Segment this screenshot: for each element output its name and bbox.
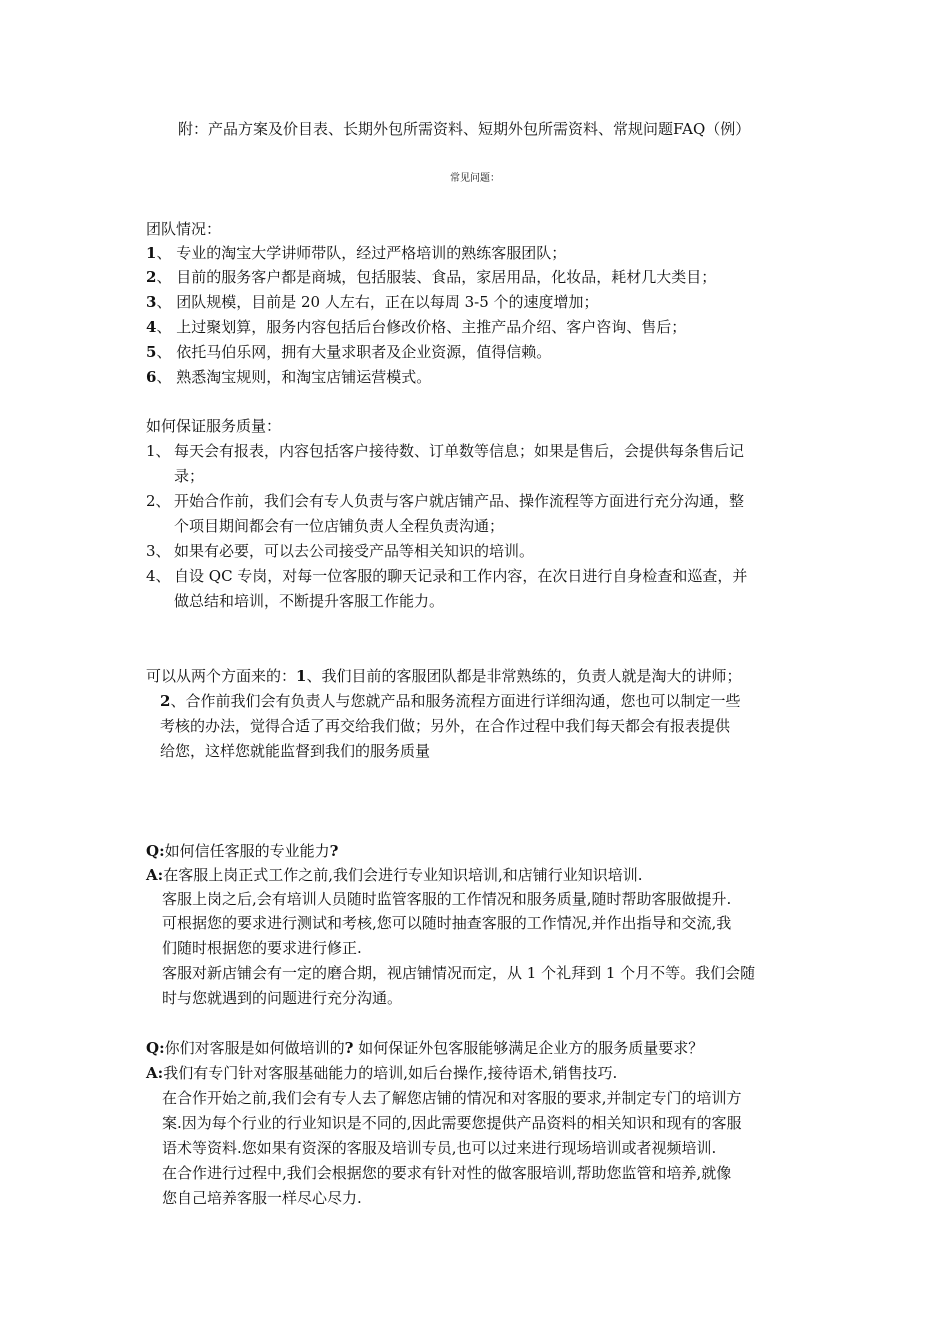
question-mark: ?: [329, 842, 339, 860]
team-item-number: 2: [146, 268, 157, 286]
summary-line-4: 给您，这样您就能监督到我们的服务质量: [160, 742, 431, 760]
qa1-answer-line-2: 客服上岗之后,会有培训人员随时监管客服的工作情况和服务质量,随时帮助客服做提升.: [162, 890, 732, 908]
quality-item-2-line2: 个项目期间都会有一位店铺负责人全程负责沟通；: [174, 517, 505, 535]
qa2-answer-line-3: 案.因为每个行业的行业知识是不同的,因此需要您提供产品资料的相关知识和现有的客服: [162, 1114, 742, 1132]
qa1-answer-line-5: 客服对新店铺会有一定的磨合期，视店铺情况而定，从 1 个礼拜到 1 个月不等。我们会随: [162, 964, 756, 982]
team-item-number: 6: [146, 368, 157, 386]
quality-item-1-line2: 录；: [174, 467, 205, 485]
qa2-answer-line-2: 在合作开始之前,我们会有专人去了解您店铺的情况和对客服的要求,并制定专门的培训方: [162, 1089, 742, 1107]
qa2-answer-line-4: 语术等资料.您如果有资深的客服及培训专员,也可以过来进行现场培训或者视频培训.: [162, 1139, 717, 1157]
answer-text: 我们有专门针对客服基础能力的培训,如后台操作,接待语术,销售技巧.: [163, 1064, 618, 1082]
quality-item-2-number: 2、: [146, 492, 171, 510]
qa1-answer-line-1: [146, 864, 643, 886]
q-label: Q:: [146, 842, 165, 860]
summary-line-1: [146, 665, 741, 687]
quality-heading: 如何保证服务质量：: [146, 417, 282, 435]
team-item-text: 、 团队规模，目前是 20 人左右，正在以每周 3-5 个的速度增加；: [156, 293, 599, 311]
summary-point-1: 、我们目前的客服团队都是非常熟练的，负责人就是淘大的讲师；: [306, 667, 742, 685]
qa2-answer-line-5: 在合作进行过程中,我们会根据您的要求有针对性的做客服培训,帮助您监管和培养,就像: [162, 1164, 732, 1182]
team-item-number: 5: [146, 343, 157, 361]
quality-item-4-line1: 自设 QC 专岗，对每一位客服的聊天记录和工作内容，在次日进行自身检查和巡查，并: [174, 567, 748, 585]
qa1-answer-line-4: 们随时根据您的要求进行修正.: [162, 939, 362, 957]
team-item-text: 、 目前的服务客户都是商城，包括服装、食品，家居用品，化妆品，耗材几大类目；: [156, 268, 717, 286]
quality-item-3-line1: 如果有必要，可以去公司接受产品等相关知识的培训。: [174, 542, 535, 560]
team-item-number: 4: [146, 318, 157, 336]
quality-item-4-number: 4、: [146, 567, 171, 585]
team-item-3: [146, 291, 599, 313]
team-item-6: [146, 366, 431, 388]
summary-number-1: 1: [296, 667, 307, 685]
a-label: A:: [146, 866, 164, 884]
quality-item-2-line1: 开始合作前，我们会有专人负责与客户就店铺产品、操作流程等方面进行充分沟通，整: [174, 492, 745, 510]
attachment-title: 附：产品方案及价目表、长期外包所需资料、短期外包所需资料、常规问题FAQ（例）: [178, 120, 751, 138]
summary-line-2: [160, 690, 740, 712]
team-item-text: 、 上过聚划算，服务内容包括后台修改价格、主推产品介绍、客户咨询、售后；: [156, 318, 687, 336]
a-label: A:: [146, 1064, 164, 1082]
question-text: 如何信任客服的专业能力: [164, 842, 330, 860]
team-item-number: 3: [146, 293, 157, 311]
team-item-text: 、 熟悉淘宝规则，和淘宝店铺运营模式。: [156, 368, 432, 386]
question-mark: ?: [344, 1039, 354, 1057]
qa2-answer-line-6: 您自己培养客服一样尽心尽力.: [162, 1189, 362, 1207]
faq-title: 常见问题：: [450, 173, 500, 184]
question-text-2: 如何保证外包客服能够满足企业方的服务质量要求？: [353, 1039, 704, 1057]
question-text: 你们对客服是如何做培训的: [164, 1039, 345, 1057]
team-item-text: 、 依托马伯乐网，拥有大量求职者及企业资源，值得信赖。: [156, 343, 552, 361]
q-label: Q:: [146, 1039, 165, 1057]
qa1-question: [146, 840, 338, 862]
team-item-2: [146, 266, 716, 288]
team-item-text: 、 专业的淘宝大学讲师带队，经过严格培训的熟练客服团队；: [156, 244, 567, 262]
qa2-answer-line-1: [146, 1062, 617, 1084]
team-heading: 团队情况：: [146, 220, 222, 238]
team-item-4: [146, 316, 686, 338]
quality-item-1-number: 1、: [146, 442, 171, 460]
summary-point-2: 、合作前我们会有负责人与您就产品和服务流程方面进行详细沟通，您也可以制定一些: [170, 692, 741, 710]
qa1-answer-line-6: 时与您就遇到的问题进行充分沟通。: [162, 989, 403, 1007]
summary-intro: 可以从两个方面来的：: [146, 667, 297, 685]
quality-item-3-number: 3、: [146, 542, 171, 560]
qa2-question: [146, 1037, 703, 1059]
summary-number-2: 2: [160, 692, 171, 710]
team-item-number: 1: [146, 244, 157, 262]
team-item-5: [146, 341, 551, 363]
quality-item-1-line1: 每天会有报表，内容包括客户接待数、订单数等信息；如果是售后，会提供每条售后记: [174, 442, 745, 460]
team-item-1: [146, 242, 566, 264]
summary-line-3: 考核的办法，觉得合适了再交给我们做；另外，在合作过程中我们每天都会有报表提供: [160, 717, 731, 735]
quality-item-4-line2: 做总结和培训，不断提升客服工作能力。: [174, 592, 445, 610]
answer-text: 在客服上岗正式工作之前,我们会进行专业知识培训,和店铺行业知识培训.: [163, 866, 643, 884]
qa1-answer-line-3: 可根据您的要求进行测试和考核,您可以随时抽查客服的工作情况,并作出指导和交流,我: [162, 914, 732, 932]
